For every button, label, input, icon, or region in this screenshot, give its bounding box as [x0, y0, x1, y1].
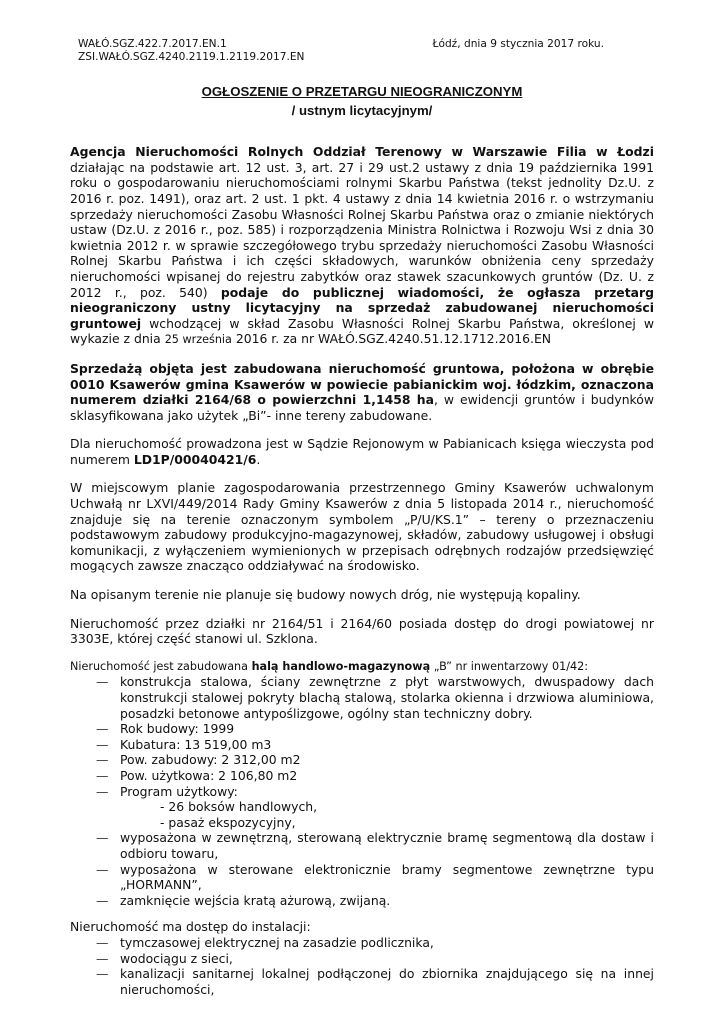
resource-text: wchodzącej w skład Zasobu Własności Rolnej Skarbu Państwa, określonej w wykazie z dnia	[70, 315, 654, 347]
program-list	[120, 799, 654, 830]
list-item: — wyposażona w zewnętrzną, sterowaną elektrycznie bramę segmentową dla dostaw i odbioru towaru,	[96, 830, 654, 861]
document-title	[70, 84, 654, 118]
reference-numbers	[78, 38, 304, 64]
program-label: — Program użytkowy:	[120, 783, 238, 799]
building-inventory: „B” nr inwentarzowy 01/42:	[433, 659, 588, 673]
program-item: - 26 boksów handlowych,	[160, 799, 318, 815]
list-number-text: 2016 r. za nr WAŁÓ.SGZ.4240.51.12.1712.2016.EN	[235, 331, 552, 347]
access-paragraph: Nieruchomość przez działki nr 2164/51 i 2164/60 posiada dostęp do drogi powiatowej nr 3303E, której część stanowi ul. Szklona.	[70, 615, 654, 647]
building-type: halą handlowo-magazynową	[251, 659, 431, 673]
installations-list	[70, 935, 654, 997]
land-register-end: .	[256, 451, 261, 467]
list-date: 25 września	[164, 333, 232, 347]
property-classification: , w ewidencji gruntów i budynków sklasyfikowana jako użytek „Bi”- inne tereny zabudowane.	[70, 392, 655, 423]
legal-basis-text: działając na podstawie art. 12 ust. 3, art. 27 i 29 ust.2 ustawy z dnia 19 października 1991 roku o gospodarowaniu nieruchomościami rolnymi Skarbu Państwa (tekst jednolity Dz.U. z 2016 r. poz. 1491), oraz art. 2 ust. 1 pkt. 4 ustawy z dnia 14 kwietnia 2016 r. o wstrzymaniu sprzedaży nieruchomości Zasobu Własności Rolnej Skarbu Państwa oraz o zmianie niektórych ustaw (Dz.U. z 2016 r., poz. 585) i rozporządzenia Ministra Rolnictwa i Rozwoju Wsi z dnia 30 kwietnia 2012 r. w sprawie szczegółowego trybu sprzedaży nieruchomości Zasobu Własności Rolnej Skarbu Państwa i ich części składowych, warunków obniżenia ceny sprzedaży nieruchomości wpisanej do rejestru zabytków oraz stawek szacunkowych gruntów (Dz. U. z 2012 r., poz. 540)	[70, 159, 654, 300]
program-item: - pasaż ekspozycyjny,	[160, 814, 296, 830]
title-line-1: OGŁOSZENIE O PRZETARGU NIEOGRANICZONYM	[201, 84, 523, 99]
roads-paragraph: Na opisanym terenie nie planuje się budowy nowych dróg, nie występują kopaliny.	[70, 587, 581, 603]
installations-lead: Nieruchomość ma dostęp do instalacji:	[70, 919, 311, 935]
land-register-paragraph	[70, 436, 654, 467]
building-features-list	[70, 674, 654, 908]
reference-number-1: WAŁÓ.SGZ.422.7.2017.EN.1	[78, 38, 227, 50]
list-item: — wodociągu z sieci,	[96, 951, 654, 967]
list-item: — wyposażona w sterowane elektronicznie bramy segmentowe zewnętrzne typu „HORMANN”,	[96, 862, 654, 893]
zoning-plan-paragraph: W miejscowym planie zagospodarowania przestrzennego Gminy Ksawerów uchwalonym Uchwałą nr LXVI/449/2014 Rady Gminy Ksawerów z dnia 5 listopada 2014 r., nieruchomość znajduje się na terenie oznaczonym symbolem „P/U/KS.1” – tereny o przeznaczeniu podstawowym zabudowy produkcyjno-magazynowej, składów, zabudowy usługowej i obsługi komunikacji, z wyłączeniem wymienionych w przepisach odrębnych rodzajów przedsięwzięć mogących zawsze znacząco oddziaływać na środowisko.	[70, 480, 654, 574]
list-item: — Pow. użytkowa: 2 106,80 m2	[96, 768, 654, 784]
building-lead-text: Nieruchomość jest zabudowana	[70, 659, 248, 673]
list-item: — Pow. zabudowy: 2 312,00 m2	[96, 752, 654, 768]
list-item	[96, 784, 654, 831]
list-item: — kanalizacji sanitarnej lokalnej podłączonej do zbiornika znajdującego się na innej nieruchomości,	[96, 966, 654, 997]
property-description: Sprzedażą objęta jest zabudowana nieruchomość gruntowa, położona w obrębie 0010 Ksawerów gmina Ksawerów w powiecie pabianickim woj. łódzkim, oznaczona numerem działki 2164/68 o powierzchni 1,1458 ha	[70, 360, 654, 408]
document-header	[70, 38, 654, 64]
intro-paragraph	[70, 144, 654, 348]
list-item: — Rok budowy: 1999	[96, 721, 654, 737]
document-date: Łódź, dnia 9 stycznia 2017 roku.	[432, 38, 604, 50]
land-register-text: Dla nieruchomość prowadzona jest w Sądzie Rejonowym w Pabianicach księga wieczysta pod numerem	[70, 436, 654, 467]
building-lead	[70, 659, 654, 675]
announcement-text: podaje do publicznej wiadomości, że ogłasza przetarg nieograniczony ustny licytacyjny na sprzedaż zabudowanej nieruchomości gruntowej	[70, 284, 654, 331]
title-line-2: / ustnym licytacyjnym/	[291, 102, 433, 118]
property-paragraph	[70, 361, 654, 423]
land-register-number: LD1P/00040421/6	[133, 451, 257, 467]
reference-number-2: ZSI.WAŁÓ.SGZ.4240.2119.1.2119.2017.EN	[78, 51, 305, 63]
list-item: — konstrukcja stalowa, ściany zewnętrzne z płyt warstwowych, dwuspadowy dach konstrukcji stalowej pokryty blachą stalową, stolarka okienna i drzwiowa aluminiowa, posadzki betonowe antypoślizgowe, ogólny stan techniczny dobry.	[96, 674, 654, 721]
list-item: — tymczasowej elektrycznej na zasadzie podlicznika,	[96, 935, 654, 951]
agency-name: Agencja Nieruchomości Rolnych Oddział Terenowy w Warszawie Filia w Łodzi	[70, 144, 654, 160]
list-item: — Kubatura: 13 519,00 m3	[96, 737, 654, 753]
list-item: — zamknięcie wejścia kratą ażurową, zwijaną.	[96, 893, 654, 909]
